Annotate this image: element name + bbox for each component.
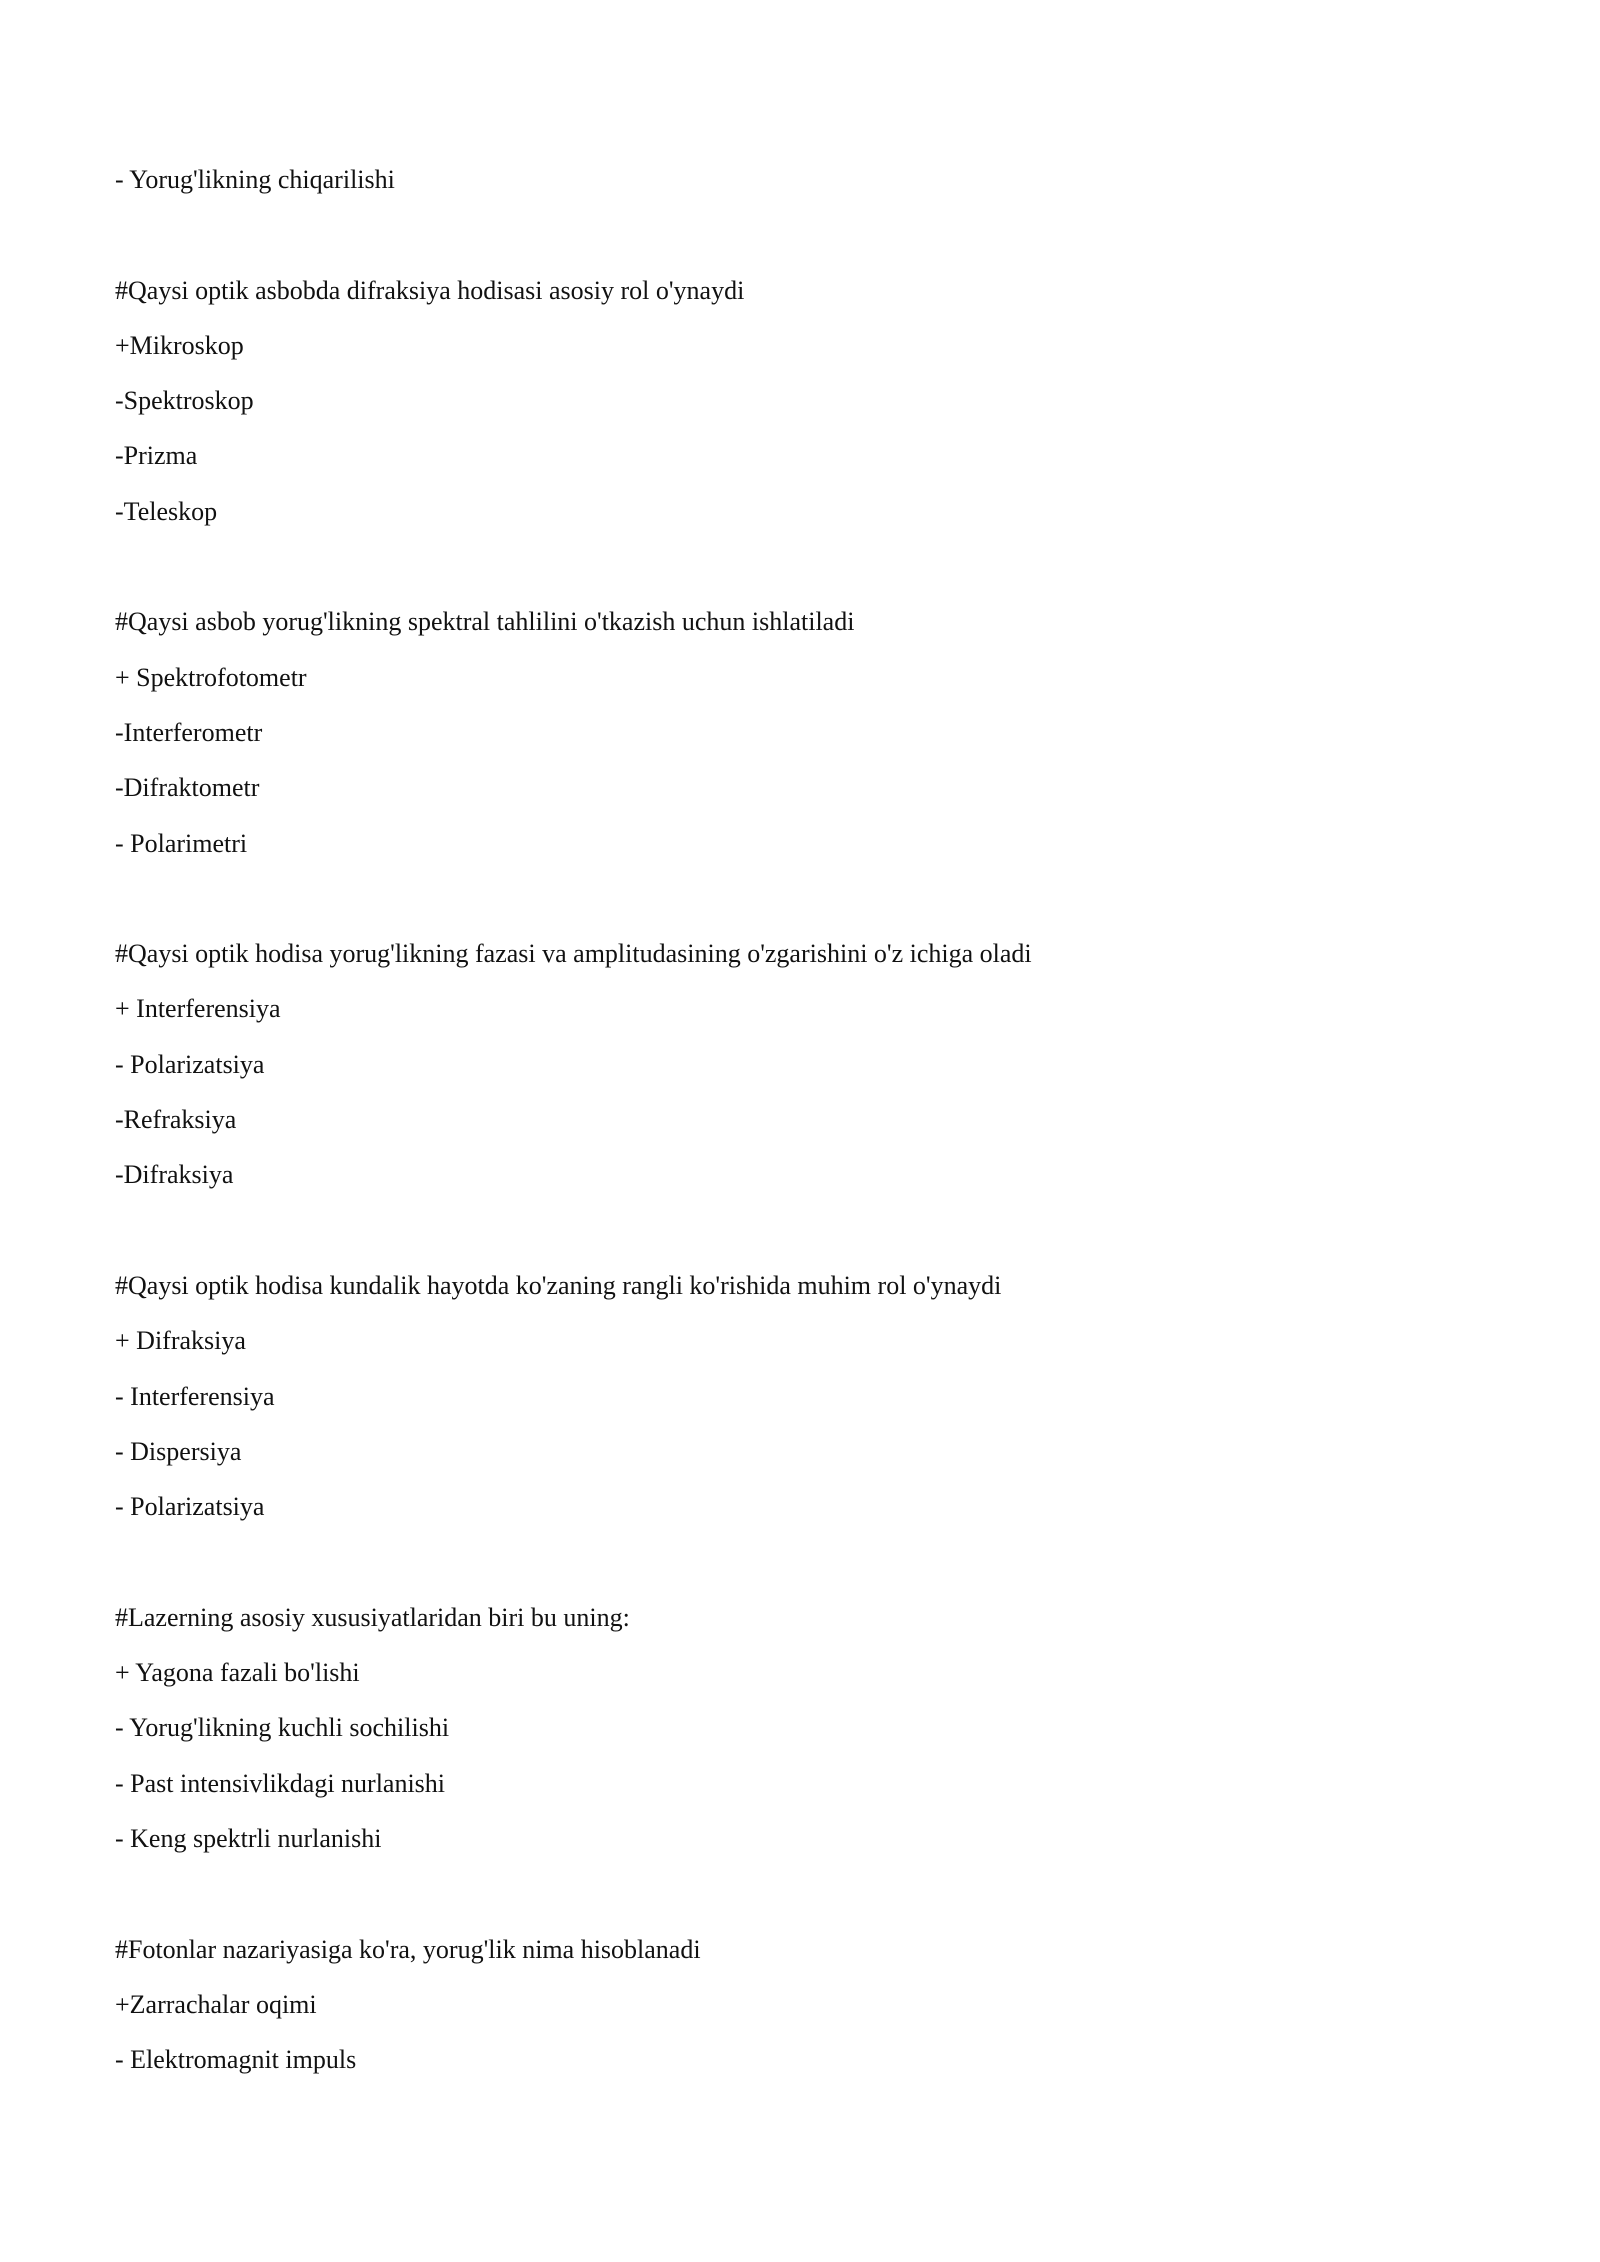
answer-option: - Yorug'likning chiqarilishi — [115, 165, 395, 194]
question-block-1 — [115, 263, 1515, 539]
answer-option: - Interferensiya — [115, 1381, 275, 1411]
answer-option: - Yorug'likning kuchli sochilishi — [115, 1713, 450, 1743]
answer-option: +Zarrachalar oqimi — [115, 1989, 317, 2019]
answer-option: -Difraksiya — [115, 1160, 234, 1190]
answer-option: -Refraksiya — [115, 1105, 237, 1135]
question-text: #Qaysi asbob yorug'likning spektral tahlilini o'tkazish uchun ishlatiladi — [115, 607, 855, 637]
question-text: #Qaysi optik asbobda difraksiya hodisasi asosiy rol o'ynaydi — [115, 275, 745, 305]
answer-option: -Difraktometr — [115, 773, 260, 803]
answer-option: + Yagona fazali bo'lishi — [115, 1658, 360, 1688]
question-text: #Qaysi optik hodisa kundalik hayotda ko'zaning rangli ko'rishida muhim rol o'ynaydi — [115, 1270, 1002, 1300]
answer-option: + Difraksiya — [115, 1326, 246, 1356]
question-block-2 — [115, 594, 1515, 870]
answer-option: - Polarimetri — [115, 828, 248, 858]
answer-option: - Dispersiya — [115, 1436, 242, 1466]
document-page — [115, 152, 1515, 2087]
question-block-4 — [115, 1258, 1515, 1534]
answer-option: -Interferometr — [115, 717, 263, 747]
question-block-6 — [115, 1922, 1515, 2088]
question-block-3 — [115, 926, 1515, 1202]
answer-option: +Mikroskop — [115, 330, 244, 360]
answer-option: + Interferensiya — [115, 994, 281, 1024]
answer-option: + Spektrofotometr — [115, 662, 307, 692]
question-text: #Qaysi optik hodisa yorug'likning fazasi va amplitudasining o'zgarishini o'z ichiga oladi — [115, 939, 1032, 969]
answer-option: - Polarizatsiya — [115, 1049, 265, 1079]
answer-option: - Keng spektrli nurlanishi — [115, 1823, 382, 1853]
question-text: #Lazerning asosiy xususiyatlaridan biri bu uning: — [115, 1602, 630, 1632]
answer-option: -Spektroskop — [115, 386, 254, 416]
answer-option: - Elektromagnit impuls — [115, 2045, 357, 2075]
answer-option: - Past intensivlikdagi nurlanishi — [115, 1768, 446, 1798]
question-text: #Fotonlar nazariyasiga ko'ra, yorug'lik nima hisoblanadi — [115, 1934, 701, 1964]
question-block-5 — [115, 1590, 1515, 1866]
answer-option: -Prizma — [115, 441, 198, 471]
answer-option: - Polarizatsiya — [115, 1492, 265, 1522]
answer-option: -Teleskop — [115, 496, 218, 526]
leading-block — [115, 152, 1515, 207]
